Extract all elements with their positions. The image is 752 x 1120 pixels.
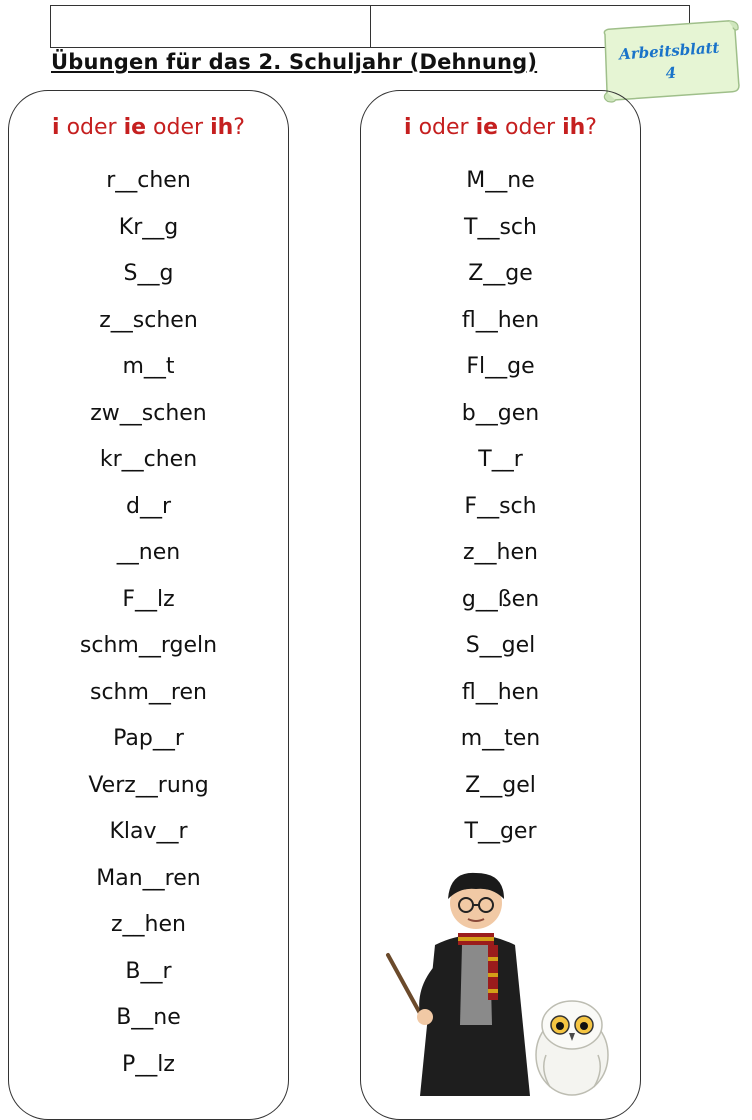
- word-item[interactable]: fl__hen: [461, 307, 540, 333]
- word-item[interactable]: z__schen: [99, 307, 198, 333]
- word-item[interactable]: B__r: [125, 958, 172, 984]
- left-exercise-panel: [8, 90, 289, 1120]
- word-item[interactable]: Z__gel: [465, 772, 536, 798]
- word-item[interactable]: F__lz: [122, 586, 175, 612]
- word-item[interactable]: Kr__g: [118, 214, 179, 240]
- wizard-owl-illustration-icon: [380, 865, 620, 1096]
- word-item[interactable]: zw__schen: [90, 400, 207, 426]
- word-item[interactable]: F__sch: [464, 493, 537, 519]
- word-item[interactable]: __nen: [116, 540, 181, 565]
- word-item[interactable]: Fl__ge: [466, 354, 535, 379]
- word-item[interactable]: z__hen: [111, 912, 186, 937]
- word-item[interactable]: b__gen: [461, 400, 540, 426]
- word-item[interactable]: M__ne: [466, 168, 535, 193]
- word-item[interactable]: g__ßen: [461, 586, 540, 612]
- word-item[interactable]: m__ten: [460, 726, 541, 751]
- word-item[interactable]: B__ne: [116, 1005, 181, 1030]
- word-item[interactable]: T__ger: [464, 819, 537, 844]
- word-item[interactable]: m__t: [122, 354, 175, 379]
- word-item[interactable]: Z__ge: [468, 261, 533, 286]
- left-heading: i oder ie oder ih?: [52, 115, 245, 140]
- word-item[interactable]: fl__hen: [461, 679, 540, 705]
- word-item[interactable]: r__chen: [106, 168, 191, 193]
- word-item[interactable]: z__hen: [463, 540, 538, 565]
- word-item[interactable]: S__gel: [465, 633, 536, 658]
- word-item[interactable]: P__lz: [122, 1051, 175, 1077]
- word-item[interactable]: d__r: [125, 493, 171, 519]
- word-item[interactable]: S__g: [123, 261, 174, 286]
- word-item[interactable]: kr__chen: [99, 447, 198, 472]
- badge-number: 4: [665, 63, 677, 83]
- worksheet-badge: [594, 17, 745, 105]
- right-heading: i oder ie oder ih?: [404, 115, 597, 140]
- word-item[interactable]: Pap__r: [113, 726, 184, 751]
- word-item[interactable]: Man__ren: [96, 865, 201, 891]
- word-item[interactable]: Verz__rung: [88, 772, 209, 798]
- badge-label: Arbeitsblatt: [618, 38, 721, 64]
- right-word-list: [361, 168, 640, 866]
- word-item[interactable]: T__sch: [464, 214, 537, 240]
- word-item[interactable]: Klav__r: [109, 819, 188, 844]
- word-item[interactable]: T__r: [478, 447, 523, 472]
- page-title: Übungen für das 2. Schuljahr (Dehnung): [51, 50, 538, 74]
- left-word-list: [9, 168, 288, 1098]
- name-field-cell[interactable]: [51, 6, 370, 47]
- word-item[interactable]: schm__ren: [90, 679, 207, 705]
- word-item[interactable]: schm__rgeln: [79, 633, 218, 658]
